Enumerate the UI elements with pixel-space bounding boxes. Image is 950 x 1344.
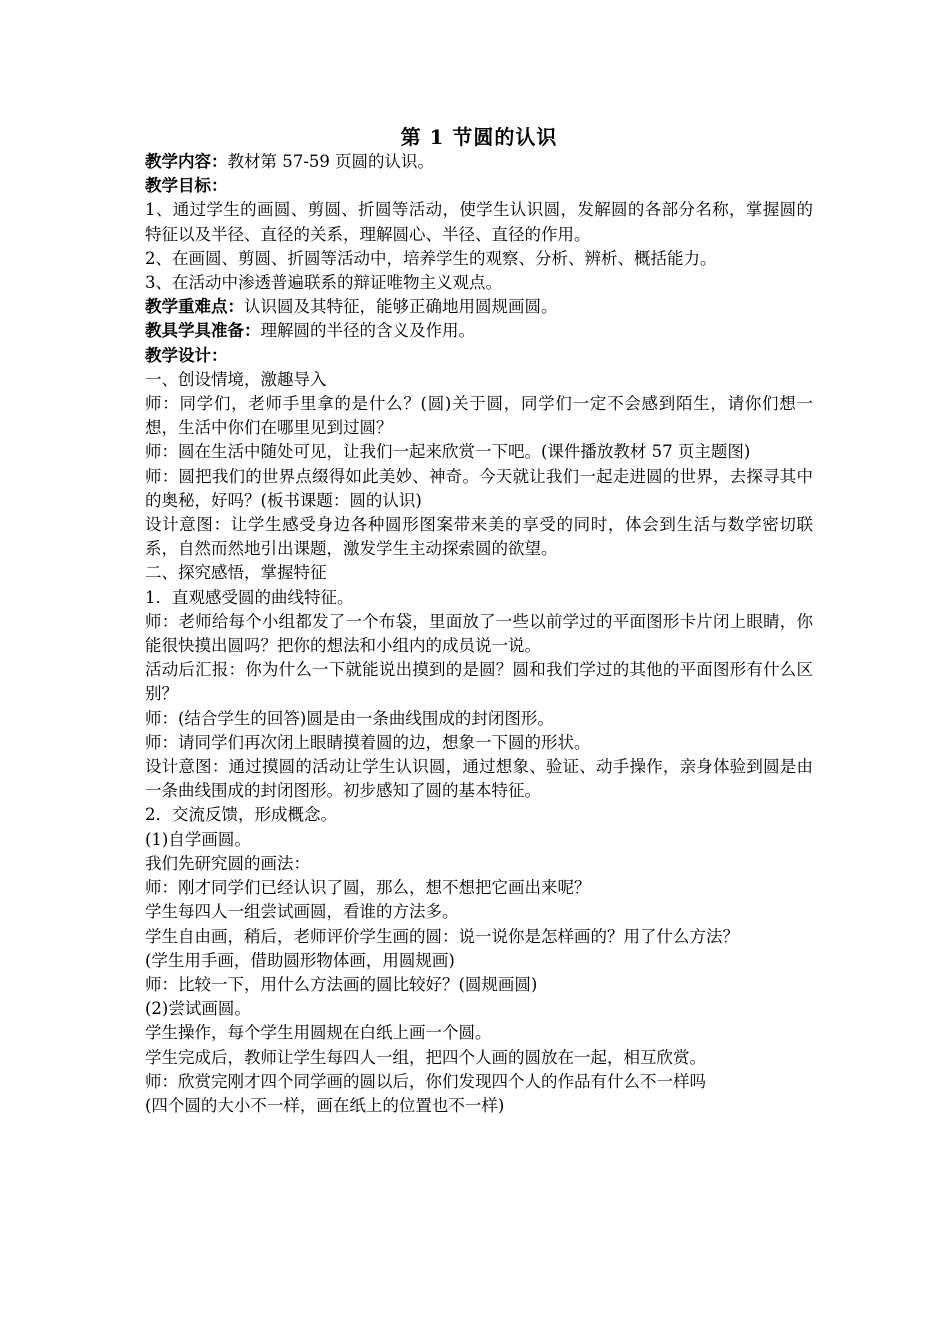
- teaching-objectives-label: 教学目标：: [145, 176, 228, 196]
- body-paragraph: 师：欣赏完刚才四个同学画的圆以后，你们发现四个人的作品有什么不一样吗: [145, 1071, 706, 1091]
- body-paragraph: 师：圆把我们的世界点缀得如此美妙、神奇。今天就让我们一起走进圆的世界，去探寻其中的奥秘，好吗？(板书课题：圆的认识): [145, 466, 813, 510]
- body-paragraph: 学生自由画，稍后，老师评价学生画的圆：说一说你是怎样画的？用了什么方法？: [145, 926, 739, 946]
- document-page: [145, 124, 813, 1118]
- body-paragraph: 学生每四人一组尝试画圆，看谁的方法多。: [145, 902, 459, 922]
- document-title: 第 1 节圆的认识: [400, 125, 558, 149]
- body-paragraph: 活动后汇报：你为什么一下就能说出摸到的是圆？圆和我们学过的其他的平面图形有什么区别？: [145, 660, 813, 704]
- body-paragraph: (学生用手画，借助圆形物体画，用圆规画): [145, 950, 455, 970]
- body-paragraph: 学生完成后，教师让学生每四人一组，把四个人画的圆放在一起，相互欣赏。: [145, 1047, 706, 1067]
- body-paragraph: 师：老师给每个小组都发了一个布袋，里面放了一些以前学过的平面图形卡片闭上眼睛，你能很快摸出圆吗？把你的想法和小组内的成员说一说。: [145, 611, 813, 656]
- body-paragraph: 学生操作，每个学生用圆规在白纸上画一个圆。: [145, 1023, 492, 1043]
- key-points-text: 认识圆及其特征，能够正确地用圆规画圆。: [244, 297, 558, 317]
- teaching-objectives-heading: [145, 174, 813, 198]
- body-paragraph: 我们先研究圆的画法：: [145, 853, 310, 873]
- body-paragraph: 二、探究感悟，掌握特征: [145, 563, 327, 583]
- body-paragraph: 师：请同学们再次闭上眼睛摸着圆的边，想象一下圆的形状。: [145, 732, 591, 752]
- teaching-design-label: 教学设计：: [145, 345, 228, 365]
- objective-item: 3、在活动中渗透普遍联系的辩证唯物主义观点。: [145, 273, 502, 293]
- materials-label: 教具学具准备：: [145, 321, 261, 341]
- body-paragraph: 师：圆在生活中随处可见，让我们一起来欣赏一下吧。(课件播放教材 57 页主题图): [145, 442, 751, 462]
- objective-item: 2、在画圆、剪圆、折圆等活动中，培养学生的观察、分析、辨析、概括能力。: [145, 248, 717, 268]
- teaching-design-heading: [145, 344, 813, 368]
- body-paragraph: (1)自学画圆。: [145, 829, 251, 849]
- key-points-label: 教学重难点：: [145, 297, 244, 317]
- materials: [145, 319, 813, 343]
- body-paragraph: 1．直观感受圆的曲线特征。: [145, 587, 354, 607]
- teaching-content-label: 教学内容：: [145, 152, 228, 171]
- materials-text: 理解圆的半径的含义及作用。: [260, 321, 475, 341]
- body-paragraph: 师：(结合学生的回答)圆是由一条曲线围成的封闭图形。: [145, 708, 554, 728]
- body-paragraph: 师：同学们，老师手里拿的是什么？(圆)关于圆，同学们一定不会感到陌生，请你们想一想，生活中你们在哪里见到过圆？: [145, 394, 813, 438]
- teaching-content: [145, 150, 813, 174]
- body-paragraph: 师：刚才同学们已经认识了圆，那么，想不想把它画出来呢？: [145, 878, 591, 898]
- key-points: [145, 295, 813, 319]
- body-paragraph: 2．交流反馈，形成概念。: [145, 805, 337, 825]
- body-paragraph: (2)尝试画圆。: [145, 999, 251, 1019]
- body-paragraph: 设计意图：让学生感受身边各种圆形图案带来美的享受的同时，体会到生活与数学密切联系，自然而然地引出课题，激发学生主动探索圆的欲望。: [145, 515, 813, 559]
- body-paragraph: (四个圆的大小不一样，画在纸上的位置也不一样): [145, 1095, 505, 1115]
- body-paragraph: 一、创设情境，激趣导入: [145, 369, 327, 389]
- body-paragraph: 师：比较一下，用什么方法画的圆比较好？(圆规画圆): [145, 974, 538, 994]
- body-paragraph: 设计意图：通过摸圆的活动让学生认识圆，通过想象、验证、动手操作，亲身体验到圆是由一条曲线围成的封闭图形。初步感知了圆的基本特征。: [145, 757, 813, 801]
- objective-item: 1、通过学生的画圆、剪圆、折圆等活动，使学生认识圆，发解圆的各部分名称，掌握圆的特征以及半径、直径的关系，理解圆心、半径、直径的作用。: [145, 200, 813, 244]
- teaching-content-text: 教材第 57-59 页圆的认识。: [227, 152, 435, 171]
